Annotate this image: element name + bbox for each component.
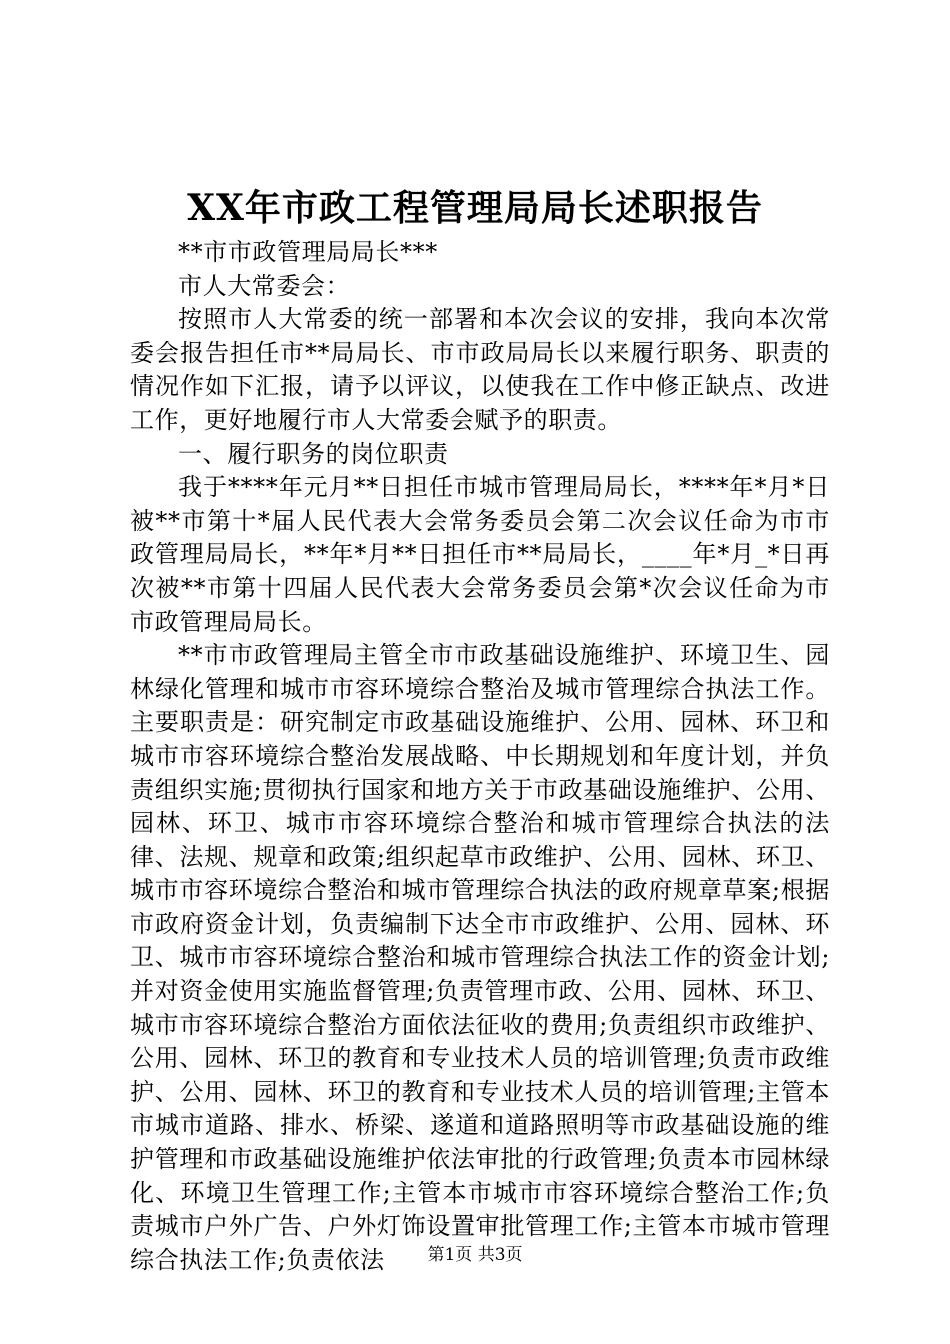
intro-paragraph: 按照市人大常委的统一部署和本次会议的安排，我向本次常委会报告担任市**局局长、市市政局局长以来履行职务、职责的情况作如下汇报，请予以评议，以使我在工作中修正缺点、改进工作，更好地履行市人大常委会赋予的职责。: [130, 305, 830, 434]
page-number: 第1页 共3页: [427, 1245, 523, 1265]
salutation: 市人大常委会：: [178, 271, 351, 300]
responsibilities-paragraph: **市市政管理局主管全市市政基础设施维护、环境卫生、园林绿化管理和城市市容环境综合整治及城市管理综合执法工作。主要职责是：研究制定市政基础设施维护、公用、园林、环卫和城市市容环境综合整治发展战略、中长期规划和年度计划，并负责组织实施;贯彻执行国家和地方关于市政基础设施维护、公用、园林、环卫、城市市容环境综合整治和城市管理综合执法的法律、法规、规章和政策;组织起草市政维护、公用、园林、环卫、城市市容环境综合整治和城市管理综合执法的政府规章草案;根据市政府资金计划，负责编制下达全市市政维护、公用、园林、环卫、城市市容环境综合整治和城市管理综合执法工作的资金计划;并对资金使用实施监督管理;负责管理市政、公用、园林、环卫、城市市容环境综合整治方面依法征收的费用;负责组织市政维护、公用、园林、环卫的教育和专业技术人员的培训管理;负责市政维护、公用、园林、环卫的教育和专业技术人员的培训管理;主管本市城市道路、排水、桥梁、遂道和道路照明等市政基础设施的维护管理和市政基础设施维护依法审批的行政管理;负责本市园林绿化、环境卫生管理工作;主管本市城市市容环境综合整治工作;负责城市户外广告、户外灯饰设置审批管理工作;主管本市城市管理综合执法工作;负责依法: [130, 641, 830, 1274]
document-title: XX年市政工程管理局局长述职报告: [187, 187, 763, 229]
document-body: [130, 236, 830, 1277]
appointment-paragraph: 我于****年元月**日担任市城市管理局局长，****年*月*日被**市第十*届人民代表大会常务委员会第二次会议任命为市市政管理局局长，**年*月**日担任市**局局长，____年*月_*日再次被**市第十四届人民代表大会常务委员会第*次会议任命为市市政管理局局长。: [130, 473, 830, 636]
section-heading: 一、履行职务的岗位职责: [178, 439, 449, 468]
author-line: **市市政管理局局长***: [178, 238, 438, 266]
